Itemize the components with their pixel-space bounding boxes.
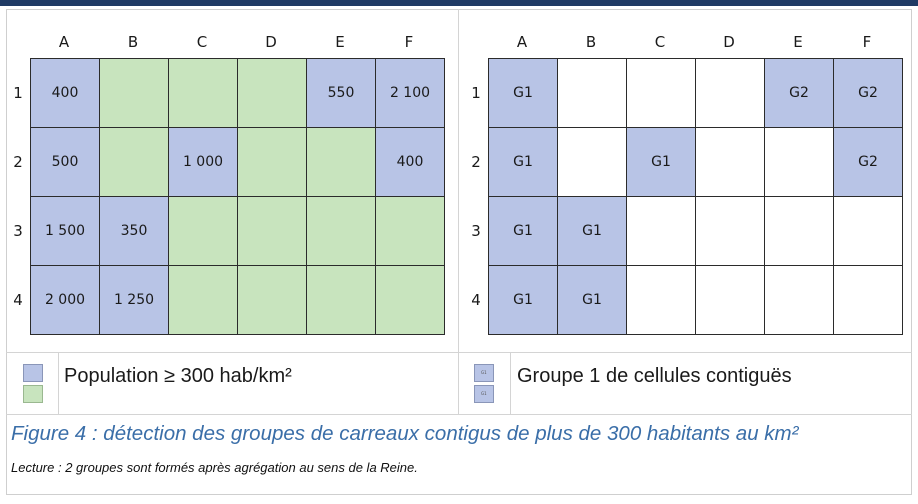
pop-col-header-c: C bbox=[196, 33, 208, 51]
grp-row-header-3: 3 bbox=[471, 222, 481, 240]
grp-cell-c3 bbox=[626, 196, 696, 266]
grp-col-header-a: A bbox=[516, 33, 528, 51]
pop-cell-f2: 400 bbox=[375, 127, 445, 197]
grp-col-header-d: D bbox=[723, 33, 735, 51]
grp-cell-f4 bbox=[833, 265, 903, 335]
pop-cell-f1: 2 100 bbox=[375, 58, 445, 128]
figure-caption: Figure 4 : détection des groupes de carreaux contigus de plus de 300 habitants au km² bbox=[11, 422, 799, 445]
lecture-note: Lecture : 2 groupes sont formés après agrégation au sens de la Reine. bbox=[11, 460, 418, 475]
grp-cell-a1: G1 bbox=[488, 58, 558, 128]
grp-row-header-4: 4 bbox=[471, 291, 481, 309]
legend-left-separator bbox=[58, 352, 59, 414]
pop-cell-f4 bbox=[375, 265, 445, 335]
legend-divider-bottom bbox=[6, 414, 912, 415]
pop-cell-b4: 1 250 bbox=[99, 265, 169, 335]
pop-row-header-1: 1 bbox=[13, 84, 23, 102]
pop-row-header-2: 2 bbox=[13, 153, 23, 171]
legend-group-swatch-bottom bbox=[474, 385, 494, 403]
pop-col-header-a: A bbox=[58, 33, 70, 51]
pop-cell-b3: 350 bbox=[99, 196, 169, 266]
pop-cell-d2 bbox=[237, 127, 307, 197]
legend-group-text: Groupe 1 de cellules contiguës bbox=[517, 365, 792, 387]
grp-cell-f2: G2 bbox=[833, 127, 903, 197]
pop-cell-b2 bbox=[99, 127, 169, 197]
pop-cell-a3: 1 500 bbox=[30, 196, 100, 266]
pop-cell-d4 bbox=[237, 265, 307, 335]
legend-blue-swatch bbox=[23, 364, 43, 382]
pop-cell-c4 bbox=[168, 265, 238, 335]
legend-group-swatch-bottom-label: G1 bbox=[481, 391, 487, 396]
pop-col-header-b: B bbox=[127, 33, 139, 51]
grp-col-header-c: C bbox=[654, 33, 666, 51]
grp-cell-b4: G1 bbox=[557, 265, 627, 335]
grp-cell-d3 bbox=[695, 196, 765, 266]
grp-cell-a3: G1 bbox=[488, 196, 558, 266]
grp-cell-a4: G1 bbox=[488, 265, 558, 335]
grp-row-header-2: 2 bbox=[471, 153, 481, 171]
grp-cell-e3 bbox=[764, 196, 834, 266]
pop-cell-d3 bbox=[237, 196, 307, 266]
grp-cell-d4 bbox=[695, 265, 765, 335]
pop-cell-e2 bbox=[306, 127, 376, 197]
legend-group-swatch-top bbox=[474, 364, 494, 382]
pop-cell-c3 bbox=[168, 196, 238, 266]
grp-cell-d1 bbox=[695, 58, 765, 128]
pop-cell-a2: 500 bbox=[30, 127, 100, 197]
grp-cell-e2 bbox=[764, 127, 834, 197]
grp-col-header-b: B bbox=[585, 33, 597, 51]
legend-right-separator bbox=[510, 352, 511, 414]
grp-cell-b3: G1 bbox=[557, 196, 627, 266]
pop-cell-e4 bbox=[306, 265, 376, 335]
pop-cell-e1: 550 bbox=[306, 58, 376, 128]
grp-cell-b2 bbox=[557, 127, 627, 197]
top-bar bbox=[0, 0, 918, 6]
grp-cell-c4 bbox=[626, 265, 696, 335]
legend-divider-top bbox=[6, 352, 912, 353]
grp-cell-f3 bbox=[833, 196, 903, 266]
pop-cell-b1 bbox=[99, 58, 169, 128]
grp-cell-f1: G2 bbox=[833, 58, 903, 128]
legend-group-swatch-top-label: G1 bbox=[481, 370, 487, 375]
pop-cell-c2: 1 000 bbox=[168, 127, 238, 197]
pop-col-header-e: E bbox=[335, 33, 345, 51]
grp-cell-d2 bbox=[695, 127, 765, 197]
grp-col-header-e: E bbox=[793, 33, 803, 51]
grp-cell-c2: G1 bbox=[626, 127, 696, 197]
pop-cell-d1 bbox=[237, 58, 307, 128]
grp-row-header-1: 1 bbox=[471, 84, 481, 102]
grp-cell-e1: G2 bbox=[764, 58, 834, 128]
grp-cell-a2: G1 bbox=[488, 127, 558, 197]
pop-cell-f3 bbox=[375, 196, 445, 266]
pop-cell-c1 bbox=[168, 58, 238, 128]
pop-cell-a1: 400 bbox=[30, 58, 100, 128]
pop-col-header-f: F bbox=[404, 33, 414, 51]
panel-divider bbox=[458, 9, 459, 415]
grp-cell-b1 bbox=[557, 58, 627, 128]
pop-row-header-4: 4 bbox=[13, 291, 23, 309]
pop-col-header-d: D bbox=[265, 33, 277, 51]
pop-row-header-3: 3 bbox=[13, 222, 23, 240]
grp-cell-e4 bbox=[764, 265, 834, 335]
legend-green-swatch bbox=[23, 385, 43, 403]
grp-col-header-f: F bbox=[862, 33, 872, 51]
pop-cell-a4: 2 000 bbox=[30, 265, 100, 335]
grp-cell-c1 bbox=[626, 58, 696, 128]
pop-cell-e3 bbox=[306, 196, 376, 266]
legend-population-text: Population ≥ 300 hab/km² bbox=[64, 365, 292, 387]
